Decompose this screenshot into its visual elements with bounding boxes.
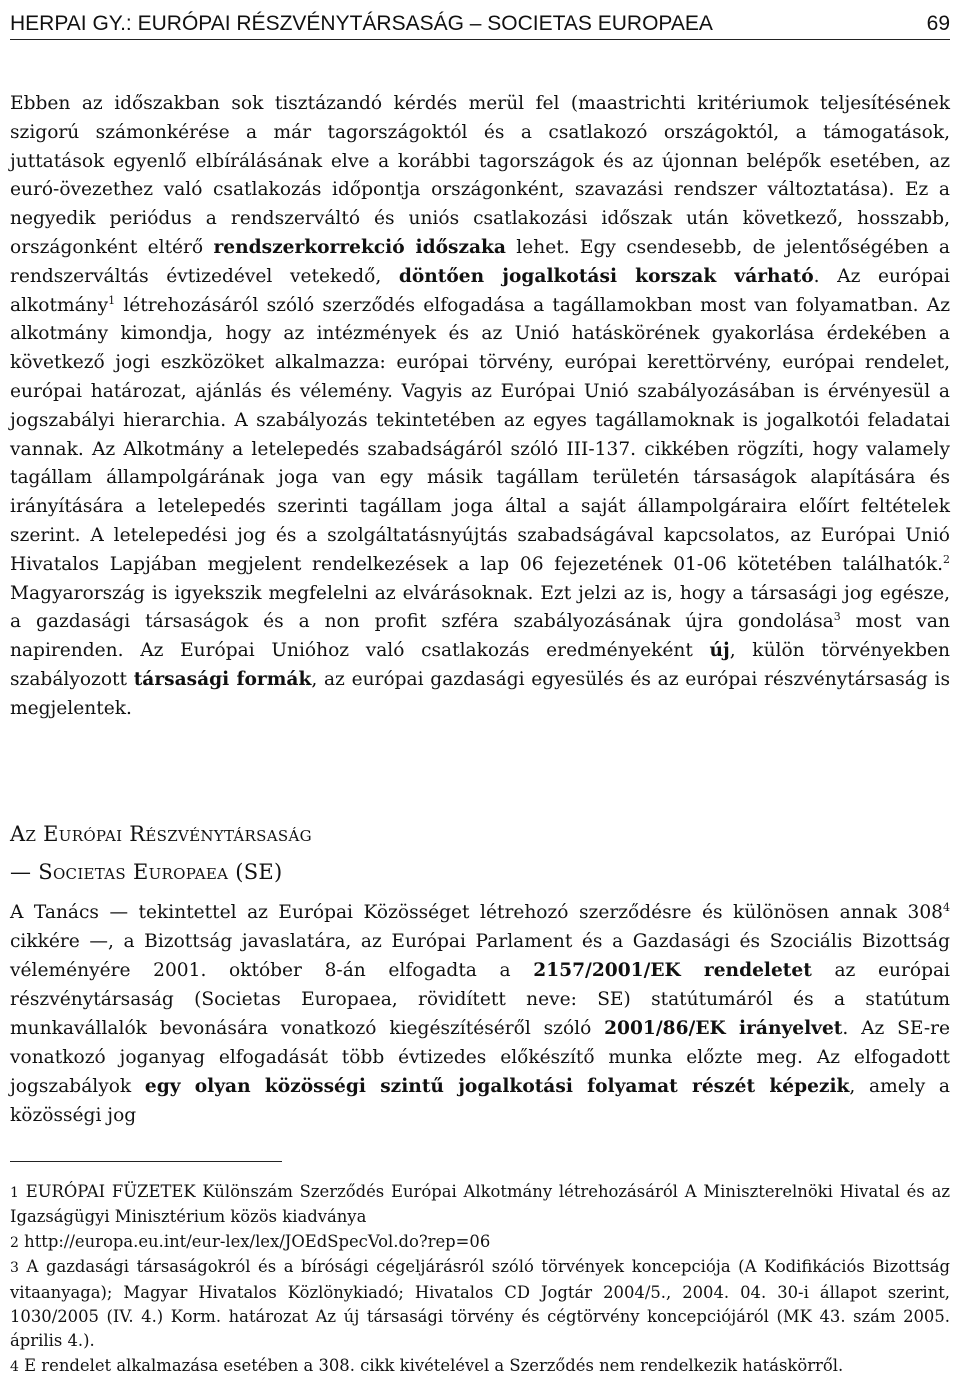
text-run: Magyarország is igyekszik megfelelni az elvárásoknak. Ezt jelzi az is, hogy a társasági jog egésze, a gazdasági társaságok és a non profit szféra szabályozásának újra gondolása: [10, 582, 950, 633]
text-run: létrehozásáról szóló szerződés elfogadása a tagállamokban most van folyamatban. Az alkotmány kimondja, hogy az intézmények és az Unió hatáskörének gyakorlása érdekében a következő jogi eszközöket alkalmazza: európai törvény, európai kerettörvény, európai rendelet, európai határozat, ajánlás és vélemény. Vagyis az Európai Unió szabályozásában is érvényesül a jogszabályi hierarchia. A szabályozás tekintetében az egyes tagállamoknak is jogalkotói feladatai vannak. Az Alkotmány a letelepedés szabadságáról szóló III-137. cikkében rögzíti, hogy valamely tagállam állampolgárának joga van egy másik tagállam területén társaságok alapítására és irányítására a letelepedés szerinti tagállam joga által a saját állampolgáraira előírt feltételek szerint. A letelepedési jog és a szolgáltatásnyújtás szabadságával kapcsolatos, az Európai Unió Hivatalos Lapjában megjelent rendelkezések a lap 06 fejezetének 01-06 kötetében találhatók.: [10, 294, 950, 575]
footnote: [10, 1230, 950, 1255]
page-number: 69: [926, 12, 950, 35]
footnote-separator: [10, 1161, 282, 1162]
bold-term: rendszerkorrekció időszaka: [213, 236, 506, 258]
bold-term: egy olyan közösségi szintű jogalkotási folyamat részét képezik: [144, 1076, 850, 1097]
bold-term: társasági formák: [133, 668, 312, 690]
footnote: [10, 1180, 950, 1230]
footnote-text: A gazdasági társaságokról és a bírósági cégeljárásról szóló törvények koncepciója (A Kodifikációs Bizottság vitaanyaga); Magyar Hivatalos Közlönykiadó; Hivatalos CD Jogtár 2004/5., 2004. 04. 30-i állapot szerint, 1030/2005 (IV. 4.) Korm. határozat Az új társasági törvény és cégtörvény koncepciójáról (MK 43. szám 2005. április 4.).: [10, 1257, 950, 1351]
footnote-ref: 3: [833, 610, 841, 624]
footnote-ref: 2: [943, 552, 950, 566]
text-run: , az európai gazdasági egyesülés és az európai részvénytársaság is megjelentek.: [10, 668, 951, 719]
running-header-title: HERPAI GY.: EURÓPAI RÉSZVÉNYTÁRSASÁG – SOCIETAS EUROPAEA: [10, 12, 713, 35]
footnote: [10, 1255, 950, 1354]
footnote-ref: 1: [108, 293, 116, 307]
text-run: , amely a közösségi jog: [10, 1076, 950, 1126]
bold-term: 2001/86/EK irányelvet: [604, 1018, 843, 1039]
footnote-text: E rendelet alkalmazása esetében a 308. cikk kivételével a Szerződés nem rendelkezik hatáskörről.: [18, 1355, 844, 1375]
text-run: . Az SE-re vonatkozó joganyag elfogadását több évtizedes előkészítő munka előzte meg. Az elfogadott jogszabályok: [10, 1018, 950, 1097]
footnote-text: http://europa.eu.int/eur-lex/lex/JOEdSpecVol.do?rep=06: [18, 1231, 491, 1251]
section-heading-line2: — Societas Europaea (SE): [10, 860, 283, 884]
footnote-number: 4: [10, 1358, 19, 1375]
bold-term: új: [709, 640, 730, 662]
bold-term: döntően jogalkotási korszak várható: [398, 265, 814, 287]
footnote-number: 1: [10, 1185, 19, 1201]
section-paragraph: [10, 898, 950, 1130]
text-run: most van napirenden. Az Európai Unióhoz való csatlakozás eredményeként: [10, 611, 950, 662]
running-header: [10, 6, 950, 40]
footnotes: [10, 1180, 950, 1379]
section-heading: [10, 818, 312, 888]
text-run: cikkére —, a Bizottság javaslatára, az Európai Parlament és a Gazdasági és Szociális Bizottság véleményére 2001. október 8-án elfogadta a: [10, 931, 950, 981]
footnote: [10, 1354, 950, 1379]
text-run: , külön törvényekben szabályozott: [10, 640, 951, 690]
text-run: az európai részvénytársaság (Societas Europaea, rövidített neve: SE) statútumáról és a statútum munkavállalók bevonására vonatkozó kiegészítéséről szóló: [10, 960, 951, 1039]
text-run: lehet. Egy csendesebb, de jelentőségében a rendszerváltás évtizedével vetekedő,: [10, 236, 950, 287]
footnote-ref: 4: [943, 900, 950, 914]
body-paragraph: [10, 90, 950, 724]
text-run: . Az európai alkotmány: [10, 265, 951, 316]
text-run: Ebben az időszakban sok tisztázandó kérdés merül fel (maastrichti kritériumok teljesítésének szigorú számonkérése a már tagországoktól és a csatlakozó országoktól, a támogatások, juttatások egyenlő elbírálásának elve a korábbi tagországok és az újonnan belépők esetében, az euró-övezethez való csatlakozás időpontja országonként, szavazási rendszer változtatása). Ez a negyedik periódus a rendszerváltó és uniós csatlakozási időszak után következő, hosszabb, országonként eltérő: [10, 93, 950, 258]
section-heading-line1: Az Európai Részvénytársaság: [10, 822, 312, 846]
footnote-number: 2: [10, 1234, 19, 1251]
bold-term: 2157/2001/EK rendeletet: [533, 960, 812, 981]
footnote-text: EURÓPAI FÜZETEK Különszám Szerződés Európai Alkotmány létrehozásáról A Miniszterelnöki Hivatal és az Igazságügyi Minisztérium közös kiadványa: [10, 1182, 950, 1227]
footnote-number: 3: [10, 1260, 19, 1277]
text-run: A Tanács — tekintettel az Európai Közösséget létrehozó szerződésre és különösen annak 308: [10, 902, 943, 923]
